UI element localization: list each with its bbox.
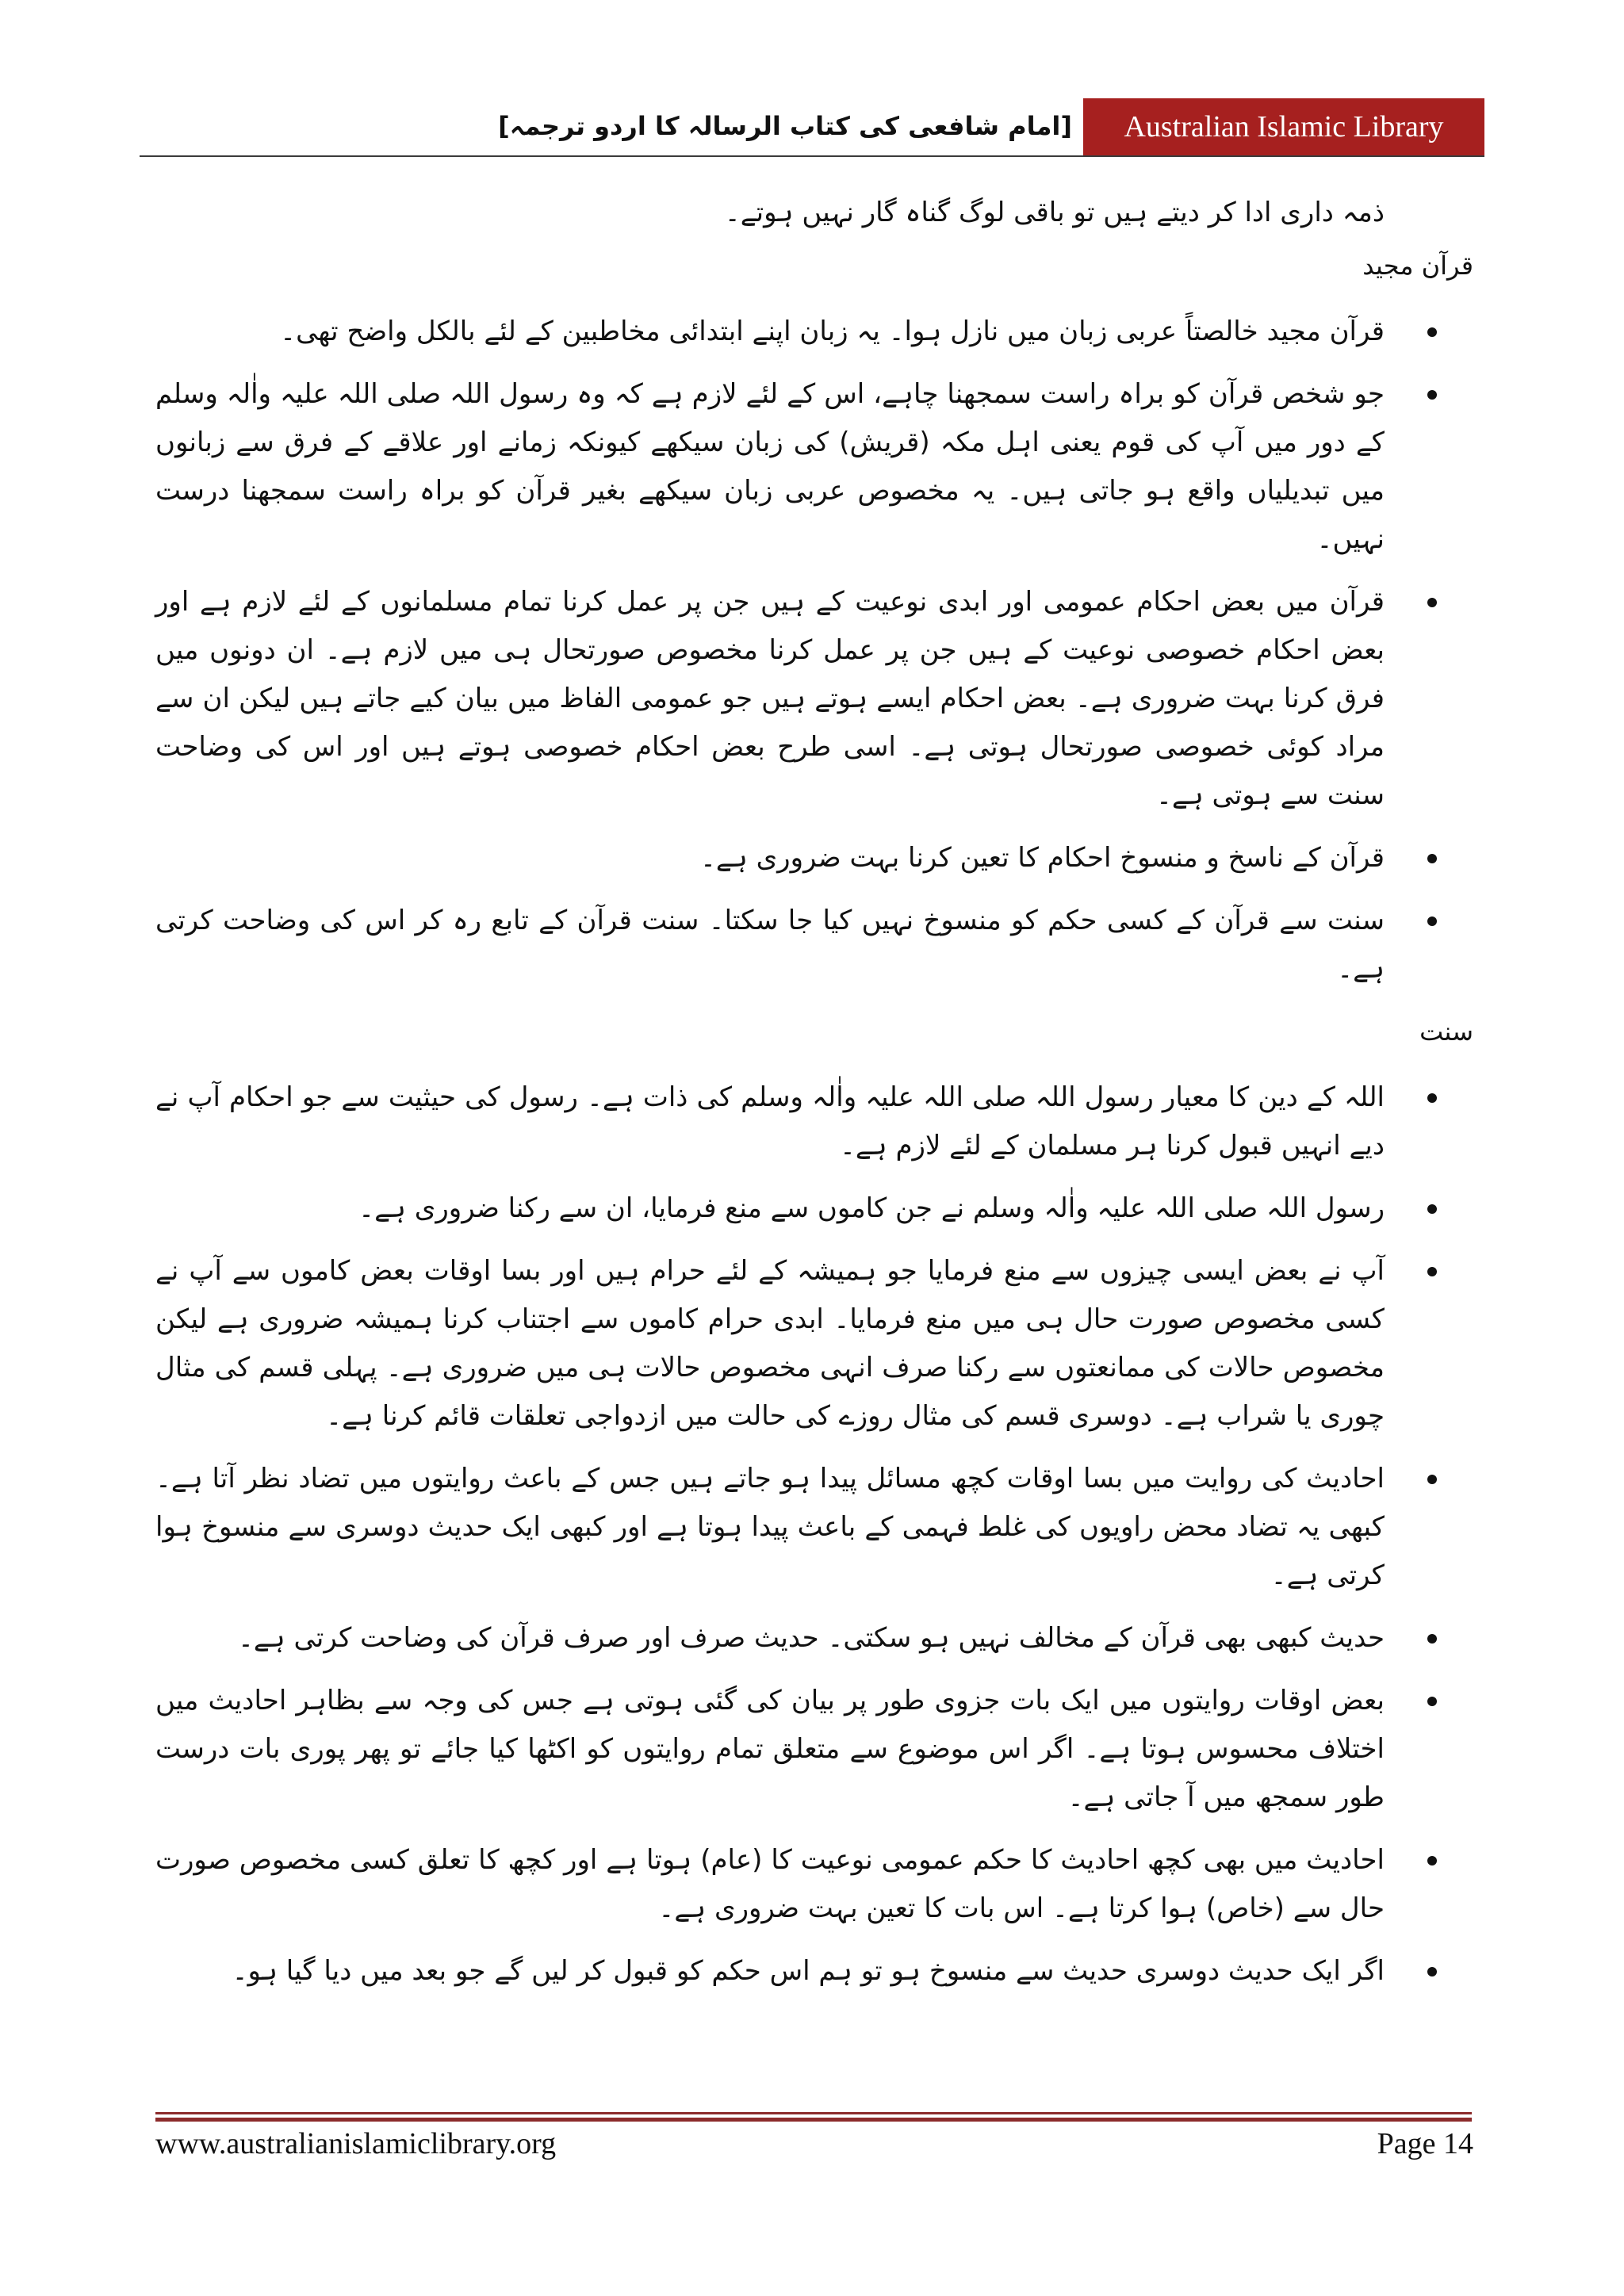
bullet-list	[155, 1073, 1473, 1996]
bullet-icon	[1427, 1475, 1437, 1484]
list-item-text: قرآن کے ناسخ و منسوخ احکام کا تعین کرنا بہت ضروری ہے۔	[700, 842, 1385, 874]
section-sunnah	[155, 1008, 1473, 1996]
list-item	[155, 370, 1473, 564]
bullet-icon	[1427, 327, 1437, 337]
list-item-text: قرآن میں بعض احکام عمومی اور ابدی نوعیت کے ہیں جن پر عمل کرنا تمام مسلمانوں کے لئے لازم ہے اور بعض احکام خصوصی نوعیت کے ہیں جن پر عمل کرنا مخصوص صورتحال ہی میں لازم ہے۔ ان دونوں میں فرق کرنا بہت ضروری ہے۔ بعض احکام ایسے ہوتے ہیں جو عمومی الفاظ میں بیان کیے جاتے ہیں لیکن ان سے مراد کوئی خصوصی صورتحال ہوتی ہے۔ اسی طرح بعض احکام خصوصی ہوتے ہیں اور اس کی وضاحت سنت سے ہوتی ہے۔	[155, 586, 1385, 811]
list-item-text: بعض اوقات روایتوں میں ایک بات جزوی طور پر بیان کی گئی ہوتی ہے جس کی وجہ سے بظاہر احادیث میں اختلاف محسوس ہوتا ہے۔ اگر اس موضوع سے متعلق تمام روایتوں کو اکٹھا کیا جائے تو پھر پوری بات درست طور سمجھ میں آ جاتی ہے۔	[155, 1685, 1385, 1813]
bullet-icon	[1427, 1967, 1437, 1976]
bullet-icon	[1427, 390, 1437, 400]
list-item	[155, 1184, 1473, 1233]
bullet-icon	[1427, 1697, 1437, 1706]
list-item-text: قرآن مجید خالصتاً عربی زبان میں نازل ہوا۔ یہ زبان اپنے ابتدائی مخاطبین کے لئے بالکل واضح تھی۔	[280, 316, 1385, 347]
bullet-icon	[1427, 1093, 1437, 1103]
list-item	[155, 1677, 1473, 1822]
list-item	[155, 1947, 1473, 1996]
list-item	[155, 578, 1473, 820]
page-body	[155, 189, 1473, 2010]
bullet-icon	[1427, 1634, 1437, 1644]
list-item-text: آپ نے بعض ایسی چیزوں سے منع فرمایا جو ہمیشہ کے لئے حرام ہیں اور بسا اوقات بعض کاموں سے آپ نے کسی مخصوص صورت حال ہی میں منع فرمایا۔ ابدی حرام کاموں سے اجتناب کرنا ہمیشہ ضروری ہے لیکن مخصوص حالات کی ممانعتوں سے رکنا صرف انہی مخصوص حالات ہی میں ضروری ہے۔ پہلی قسم کی مثال چوری یا شراب ہے۔ دوسری قسم کی مثال روزے کی حالت میں ازدواجی تعلقات قائم کرنا ہے۔	[155, 1255, 1385, 1432]
bullet-icon	[1427, 1267, 1437, 1276]
section-quran	[155, 242, 1473, 993]
footer-divider-thick	[155, 2118, 1472, 2122]
header-divider	[140, 155, 1484, 157]
list-item	[155, 1073, 1473, 1170]
list-item-text: جو شخص قرآن کو براہ راست سمجھنا چاہے، اس کے لئے لازم ہے کہ وہ رسول اللہ صلی اللہ علیہ واٰلہ وسلم کے دور میں آپ کی قوم یعنی اہل مکہ (قریش) کی زبان سیکھے کیونکہ زمانے اور علاقے کے فرق سے زبانوں میں تبدیلیاں واقع ہو جاتی ہیں۔ یہ مخصوص عربی زبان سیکھے بغیر قرآن کو براہ راست سمجھنا درست نہیں۔	[155, 378, 1385, 555]
list-item-text: حدیث کبھی بھی قرآن کے مخالف نہیں ہو سکتی۔ حدیث صرف اور صرف قرآن کی وضاحت کرتی ہے۔	[237, 1622, 1385, 1654]
bullet-icon	[1427, 1204, 1437, 1214]
list-item	[155, 1247, 1473, 1441]
footer-divider-thin	[155, 2112, 1472, 2114]
library-badge: Australian Islamic Library	[1083, 98, 1484, 155]
list-item	[155, 308, 1473, 356]
list-item	[155, 1455, 1473, 1600]
section-heading: قرآن مجید	[1362, 251, 1473, 281]
list-item-text: اللہ کے دین کا معیار رسول اللہ صلی اللہ علیہ واٰلہ وسلم کی ذات ہے۔ رسول کی حیثیت سے جو احکام آپ نے دیے انہیں قبول کرنا ہر مسلمان کے لئے لازم ہے۔	[155, 1081, 1385, 1161]
bullet-icon	[1427, 916, 1437, 926]
section-heading: سنت	[1419, 1016, 1473, 1047]
list-item	[155, 897, 1473, 993]
list-item-text: اگر ایک حدیث دوسری حدیث سے منسوخ ہو تو ہم اس حکم کو قبول کر لیں گے جو بعد میں دیا گیا ہو۔	[232, 1955, 1385, 1987]
list-item	[155, 1836, 1473, 1933]
page-number: Page 14	[1377, 2127, 1473, 2160]
bullet-list	[155, 308, 1473, 993]
continuation-paragraph: ذمہ داری ادا کر دیتے ہیں تو باقی لوگ گناہ گار نہیں ہوتے۔	[724, 197, 1385, 228]
list-item-text: احادیث میں بھی کچھ احادیث کا حکم عمومی نوعیت کا (عام) ہوتا ہے اور کچھ کا تعلق کسی مخصوص صورت حال سے (خاص) ہوا کرتا ہے۔ اس بات کا تعین بہت ضروری ہے۔	[155, 1844, 1385, 1924]
bullet-icon	[1427, 598, 1437, 607]
list-item	[155, 834, 1473, 882]
list-item-text: احادیث کی روایت میں بسا اوقات کچھ مسائل پیدا ہو جاتے ہیں جس کے باعث روایتوں میں تضاد نظر آتا ہے۔ کبھی یہ تضاد محض راویوں کی غلط فہمی کے باعث پیدا ہوتا ہے اور کبھی ایک حدیث دوسری سے منسوخ ہوا کرتی ہے۔	[155, 1463, 1385, 1591]
book-title: [امام شافعی کی کتاب الرسالہ کا اردو ترجمہ]	[498, 111, 1072, 141]
bullet-icon	[1427, 1856, 1437, 1866]
page-header	[140, 98, 1484, 155]
list-item	[155, 1614, 1473, 1663]
bullet-icon	[1427, 854, 1437, 863]
list-item-text: سنت سے قرآن کے کسی حکم کو منسوخ نہیں کیا جا سکتا۔ سنت قرآن کے تابع رہ کر اس کی وضاحت کرتی ہے۔	[155, 905, 1385, 985]
list-item-text: رسول اللہ صلی اللہ علیہ واٰلہ وسلم نے جن کاموں سے منع فرمایا، ان سے رکنا ضروری ہے۔	[358, 1192, 1385, 1224]
footer-website: www.australianislamiclibrary.org	[155, 2127, 557, 2160]
